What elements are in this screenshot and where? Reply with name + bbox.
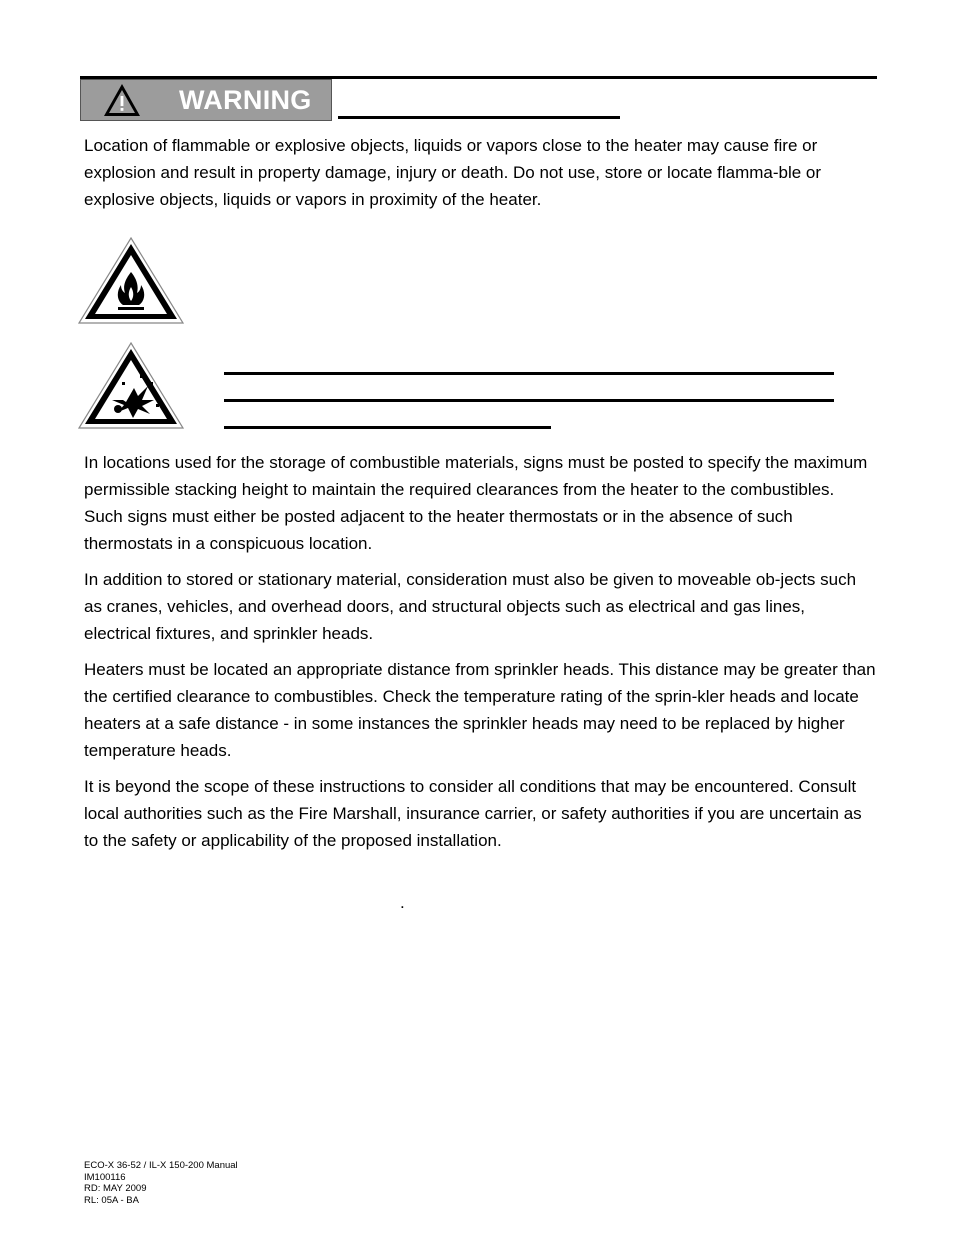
warning-heading: WARNING [179, 85, 312, 115]
document-footer [84, 1160, 238, 1206]
heading-underline [338, 116, 620, 119]
blank-rule-2 [224, 399, 834, 402]
explosive-hazard-icon [78, 342, 184, 429]
footer-manual-title: ECO-X 36-52 / IL-X 150-200 Manual [84, 1160, 238, 1171]
paragraph-signage: In locations used for the storage of combustible materials, signs must be posted to specify the maximum permissible stacking height to maintain the required clearances from the heater to the combustibles. Such signs must either be posted adjacent to the heater thermostats or in the absence of such thermostats in a conspicuous location. [84, 453, 868, 553]
blank-rule-1 [224, 372, 834, 375]
warning-banner [80, 79, 332, 121]
flammable-hazard-icon [78, 237, 184, 324]
footer-document-id: IM100116 [84, 1171, 126, 1183]
blank-rule-3 [224, 426, 551, 429]
exclamation-triangle-icon [103, 83, 141, 117]
paragraph-moveable-objects: In addition to stored or stationary material, consideration must also be given to moveable ob-jects such as cranes, vehicles, and overhead doors, and structural objects such as electrical and gas lines, electrical fixtures, and sprinkler heads. [84, 570, 857, 643]
stray-mark: . [400, 893, 405, 912]
paragraph-flammable-warning: Location of flammable or explosive objects, liquids or vapors close to the heater may cause fire or explosion and result in property damage, injury or death. Do not use, store or locate flamma-ble or explosive objects, liquids or vapors in proximity of the heater. [84, 136, 822, 209]
paragraph-scope: It is beyond the scope of these instructions to consider all conditions that may be encountered. Consult local authorities such as the Fire Marshall, insurance carrier, or safety authorities if you are uncertain as to the safety or applicability of the proposed installation. [84, 777, 862, 850]
footer-release-level: RL: 05A - BA [84, 1194, 139, 1206]
footer-revision-date: RD: MAY 2009 [84, 1183, 147, 1194]
paragraph-sprinkler-heads: Heaters must be located an appropriate distance from sprinkler heads. This distance may be greater than the certified clearance to combustibles. Check the temperature rating of the sprin-kler heads and locate heaters at a safe distance - in some instances the sprinkler heads may need to be replaced by higher temperature heads. [84, 660, 876, 760]
